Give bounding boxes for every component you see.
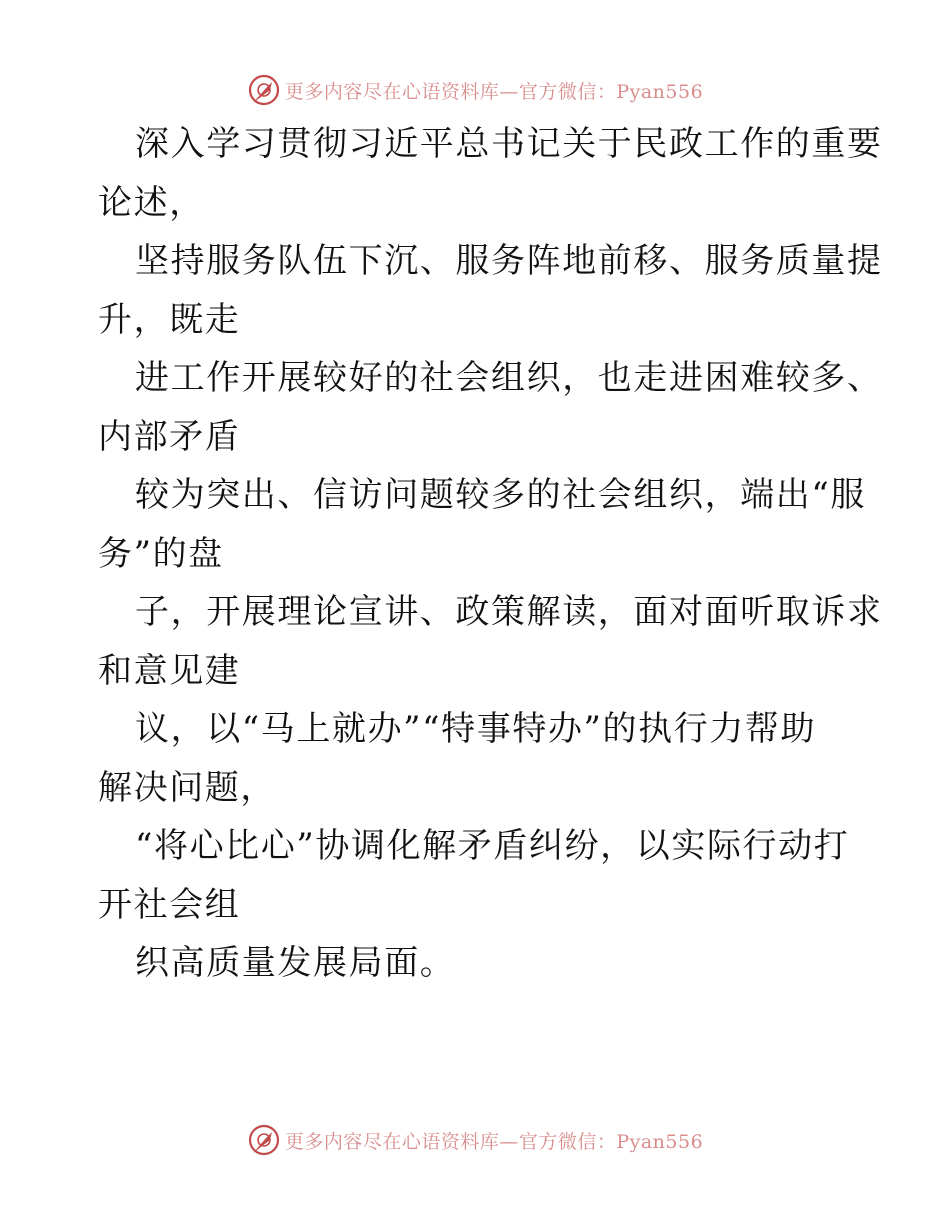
body-line: 进工作开展较好的社会组织，也走进困难较多、 <box>135 358 883 398</box>
body-line: 解决问题， <box>98 767 276 808</box>
body-line: 开社会组 <box>98 884 241 925</box>
body-line: 深入学习贯彻习近平总书记关于民政工作的重要 <box>135 124 883 164</box>
pen-logo-icon <box>247 1123 281 1157</box>
body-line: 论述， <box>98 182 205 223</box>
header-watermark <box>0 70 950 110</box>
body-line: 子，开展理论宣讲、政策解读，面对面听取诉求 <box>135 592 883 632</box>
header-watermark-text: 更多内容尽在心语资料库—官方微信：Pyan556 <box>284 80 704 103</box>
footer-watermark-text: 更多内容尽在心语资料库—官方微信：Pyan556 <box>284 1130 704 1153</box>
body-line: 坚持服务队伍下沉、服务阵地前移、服务质量提 <box>135 241 883 281</box>
body-line: “将心比心”协调化解矛盾纠纷，以实际行动打 <box>135 826 850 866</box>
body-line: 内部矛盾 <box>98 416 241 457</box>
document-body <box>98 115 883 993</box>
body-line: 议，以“马上就办”“特事特办”的执行力帮助 <box>135 709 817 749</box>
body-line: 和意见建 <box>98 650 241 691</box>
body-line: 升，既走 <box>98 299 241 340</box>
body-line: 较为突出、信访问题较多的社会组织，端出“服 <box>135 475 866 515</box>
pen-logo-icon <box>247 73 281 107</box>
body-line: 织高质量发展局面。 <box>135 943 456 983</box>
body-line: 务”的盘 <box>98 533 224 574</box>
footer-watermark <box>0 1120 950 1160</box>
